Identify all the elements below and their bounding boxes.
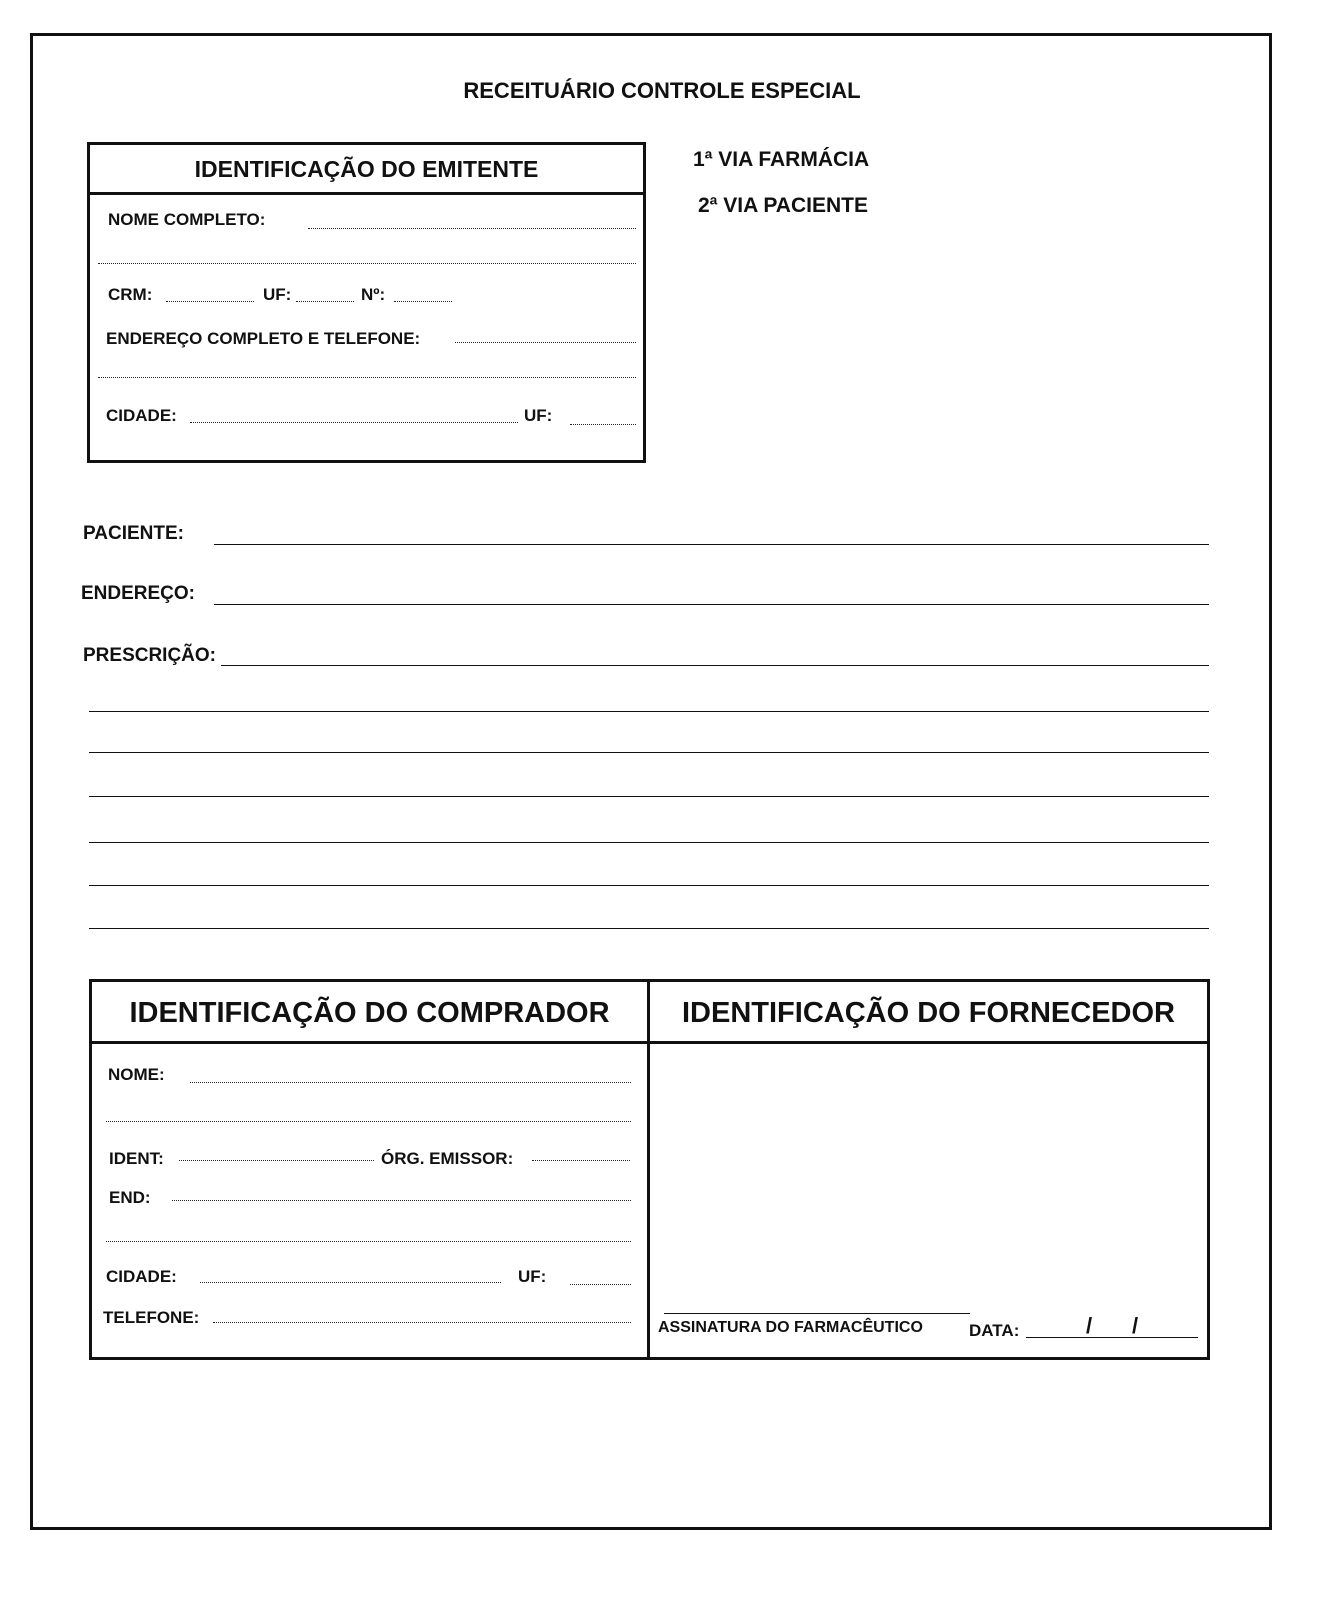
emitente-uf2-field[interactable] [570, 424, 636, 425]
comprador-cidade-label: CIDADE: [106, 1267, 177, 1286]
fornecedor-box [647, 979, 1210, 1360]
fornecedor-heading: IDENTIFICAÇÃO DO FORNECEDOR [650, 982, 1207, 1044]
numero-label: Nº: [361, 285, 386, 304]
data-slash-2: / [1132, 1313, 1139, 1338]
crm-label: CRM: [108, 285, 153, 304]
telefone-label: TELEFONE: [103, 1308, 200, 1327]
data-line[interactable] [1026, 1337, 1198, 1338]
comprador-heading: IDENTIFICAÇÃO DO COMPRADOR [92, 982, 647, 1044]
endereco-completo-field[interactable] [455, 342, 636, 343]
comprador-nome-field-2[interactable] [106, 1121, 631, 1122]
comprador-box [89, 979, 650, 1360]
comprador-uf-field[interactable] [570, 1284, 631, 1285]
prescricao-line-4[interactable] [89, 796, 1209, 797]
comprador-end-field[interactable] [172, 1200, 631, 1201]
comprador-end-label: END: [109, 1188, 151, 1207]
emitente-cidade-field[interactable] [190, 422, 518, 423]
numero-field[interactable] [394, 301, 452, 302]
telefone-field[interactable] [213, 1322, 631, 1323]
emitente-heading: IDENTIFICAÇÃO DO EMITENTE [90, 145, 643, 195]
comprador-nome-field[interactable] [190, 1082, 631, 1083]
nome-completo-field-2[interactable] [98, 263, 636, 264]
orgao-emissor-label: ÓRG. EMISSOR: [381, 1149, 514, 1168]
comprador-nome-label: NOME: [108, 1065, 165, 1084]
paciente-label: PACIENTE: [83, 523, 184, 544]
via-paciente: 2ª VIA PACIENTE [698, 194, 868, 217]
emitente-uf2-label: UF: [524, 406, 553, 425]
orgao-emissor-field[interactable] [532, 1160, 630, 1161]
prescricao-line-7[interactable] [89, 928, 1209, 929]
prescricao-line-5[interactable] [89, 842, 1209, 843]
data-slash-1: / [1086, 1313, 1093, 1338]
prescricao-line[interactable] [221, 665, 1209, 666]
prescricao-label: PRESCRIÇÃO: [83, 645, 217, 666]
comprador-cidade-field[interactable] [200, 1282, 501, 1283]
form-title: RECEITUÁRIO CONTROLE ESPECIAL [463, 78, 861, 103]
crm-field[interactable] [166, 301, 254, 302]
endereco-line[interactable] [214, 604, 1209, 605]
prescricao-line-2[interactable] [89, 711, 1209, 712]
assinatura-label: ASSINATURA DO FARMACÊUTICO [658, 1319, 923, 1336]
endereco-completo-field-2[interactable] [98, 377, 636, 378]
data-label: DATA: [969, 1321, 1020, 1340]
endereco-label: ENDEREÇO: [81, 583, 196, 604]
emitente-uf-label: UF: [263, 285, 292, 304]
nome-completo-label: NOME COMPLETO: [108, 210, 266, 229]
comprador-end-field-2[interactable] [106, 1241, 631, 1242]
emitente-uf-field[interactable] [296, 301, 354, 302]
comprador-uf-label: UF: [518, 1267, 547, 1286]
prescricao-line-6[interactable] [89, 885, 1209, 886]
ident-field[interactable] [179, 1160, 374, 1161]
via-farmacia: 1ª VIA FARMÁCIA [693, 148, 870, 171]
assinatura-line[interactable] [664, 1313, 970, 1314]
emitente-cidade-label: CIDADE: [106, 406, 177, 425]
ident-label: IDENT: [109, 1149, 164, 1168]
endereco-completo-label: ENDEREÇO COMPLETO E TELEFONE: [106, 329, 421, 348]
paciente-line[interactable] [214, 544, 1209, 545]
prescricao-line-3[interactable] [89, 752, 1209, 753]
nome-completo-field[interactable] [308, 228, 636, 229]
